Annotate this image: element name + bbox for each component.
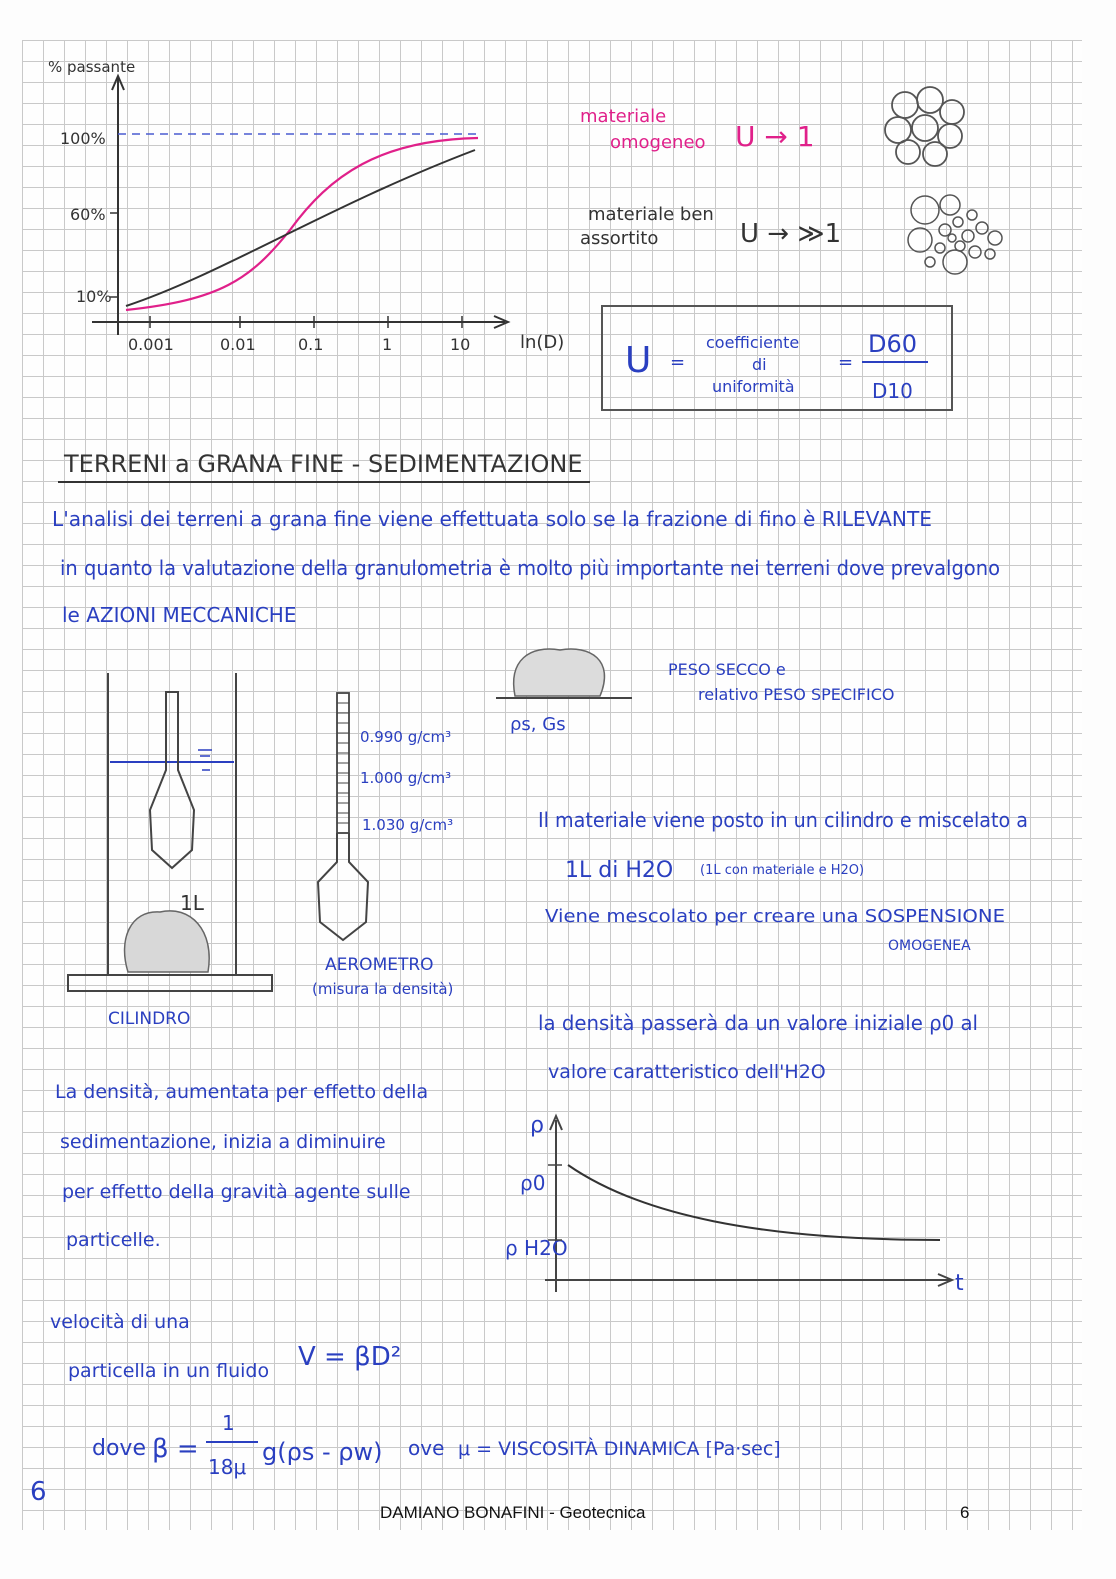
formula-eq-1: =	[670, 352, 686, 373]
procedure-line-2: 1L di H2O	[565, 858, 674, 883]
chart-ylabel: % passante	[48, 58, 136, 76]
xtick-01: 0.1	[298, 335, 324, 354]
cylinder-volume: 1L	[180, 891, 204, 915]
footer-author: DAMIANO BONAFINI - Geotecnica	[380, 1503, 646, 1522]
cylinder-sketch	[68, 673, 272, 1029]
ove-word: ove	[408, 1436, 445, 1460]
density-note-1: La densità, aumentata per effetto della	[55, 1081, 429, 1103]
graded-label-1: materiale ben	[588, 204, 714, 225]
sample-desc-1: PESO SECCO e	[668, 660, 786, 679]
homogeneous-label-2: omogeneo	[610, 132, 706, 153]
density-xlabel: t	[955, 1271, 964, 1296]
uniform-curve	[126, 138, 478, 310]
fine-soil-section	[52, 450, 1000, 627]
formula-name-3: uniformità	[712, 377, 795, 396]
velocity-line-1: velocità di una	[50, 1311, 190, 1333]
intro-line-2: in quanto la valutazione della granulometria è molto più importante nei terreni dove prevalgono	[60, 556, 1000, 580]
formula-eq-2: =	[838, 352, 854, 373]
sample-symbols: ρs, Gs	[510, 714, 566, 735]
formula-d60: D60	[868, 330, 918, 358]
aerometer-scale-3: 1.030 g/cm³	[362, 816, 454, 834]
density-yw: ρ H2O	[505, 1236, 568, 1260]
procedure-line-5: valore caratteristico dell'H2O	[548, 1061, 826, 1083]
formula-name-1: coefficiente	[706, 333, 800, 352]
chart-xlabel: ln(D)	[520, 332, 565, 353]
graded-label-2: assortito	[580, 228, 659, 249]
velocity-line-2: particella in un fluido	[68, 1360, 270, 1382]
intro-line-3: le AZIONI MECCANICHE	[62, 603, 297, 627]
page-corner-number: 6	[30, 1477, 47, 1507]
sample-desc-2: relativo PESO SPECIFICO	[698, 685, 895, 704]
footer-page-number: 6	[960, 1503, 970, 1522]
dove-word: dove	[92, 1436, 146, 1461]
mu-definition: μ = VISCOSITÀ DINAMICA [Pa·sec]	[458, 1438, 781, 1460]
aerometer-sublabel: (misura la densità)	[312, 980, 454, 998]
density-note-4: particelle.	[66, 1229, 161, 1251]
section-title: TERRENI a GRANA FINE - SEDIMENTAZIONE	[64, 450, 583, 478]
density-time-chart	[505, 1113, 964, 1296]
ytick-100: 100%	[60, 129, 106, 148]
aerometer-scale-2: 1.000 g/cm³	[360, 769, 452, 787]
xtick-001: 0.01	[220, 335, 256, 354]
fraction-numerator: 1	[222, 1411, 235, 1435]
formula-d10: D10	[872, 379, 913, 403]
density-note-2: sedimentazione, inizia a diminuire	[60, 1131, 386, 1153]
aerometer-scale-1: 0.990 g/cm³	[360, 728, 452, 746]
ytick-10: 10%	[76, 287, 112, 306]
graded-value: U → ≫1	[740, 219, 842, 249]
dry-sample	[496, 649, 894, 735]
xtick-0001: 0.001	[128, 335, 174, 354]
beta-symbol: β =	[152, 1434, 199, 1464]
density-note	[55, 1081, 428, 1251]
page-footer	[0, 1497, 1116, 1527]
homogeneous-label-1: materiale	[580, 106, 667, 127]
aerometer-label: AEROMETRO	[325, 955, 434, 975]
aerometer-sketch	[312, 693, 453, 998]
procedure-line-4: la densità passerà da un valore iniziale ρ0 al	[538, 1011, 978, 1035]
uniform-grains-sketch	[885, 87, 964, 166]
uniformity-notes	[580, 87, 1002, 410]
fraction-denominator: 18μ	[208, 1455, 247, 1479]
graded-curve	[126, 150, 475, 306]
density-y0: ρ0	[520, 1171, 546, 1195]
homogeneous-value: U → 1	[735, 120, 815, 153]
cylinder-label: CILINDRO	[108, 1009, 191, 1029]
ytick-60: 60%	[70, 205, 106, 224]
procedure-line-2-note: (1L con materiale e H2O)	[700, 863, 865, 878]
velocity-equation: V = βD²	[298, 1342, 402, 1372]
procedure-line-3b: OMOGENEA	[888, 938, 971, 954]
sediment-sample	[125, 911, 210, 972]
procedure-text	[538, 808, 1028, 1083]
velocity-formula	[50, 1311, 781, 1479]
density-note-3: per effetto della gravità agente sulle	[62, 1181, 411, 1203]
intro-line-1: L'analisi dei terreni a grana fine viene effettuata solo se la frazione di fino è RILEVANTE	[52, 507, 932, 531]
xtick-10: 10	[450, 335, 471, 354]
granulometry-chart	[48, 58, 564, 354]
xtick-1: 1	[382, 335, 393, 354]
formula-name-2: di	[752, 355, 767, 374]
beta-rest: g(ρs - ρw)	[262, 1438, 383, 1466]
graded-grains-sketch	[908, 195, 1002, 274]
density-decay-curve	[568, 1165, 940, 1240]
procedure-line-1: Il materiale viene posto in un cilindro e miscelato a	[538, 808, 1028, 832]
formula-u: U	[625, 340, 652, 381]
density-ylabel: ρ	[530, 1113, 544, 1138]
procedure-line-3: Viene mescolato per creare una SOSPENSIONE	[545, 906, 1005, 927]
